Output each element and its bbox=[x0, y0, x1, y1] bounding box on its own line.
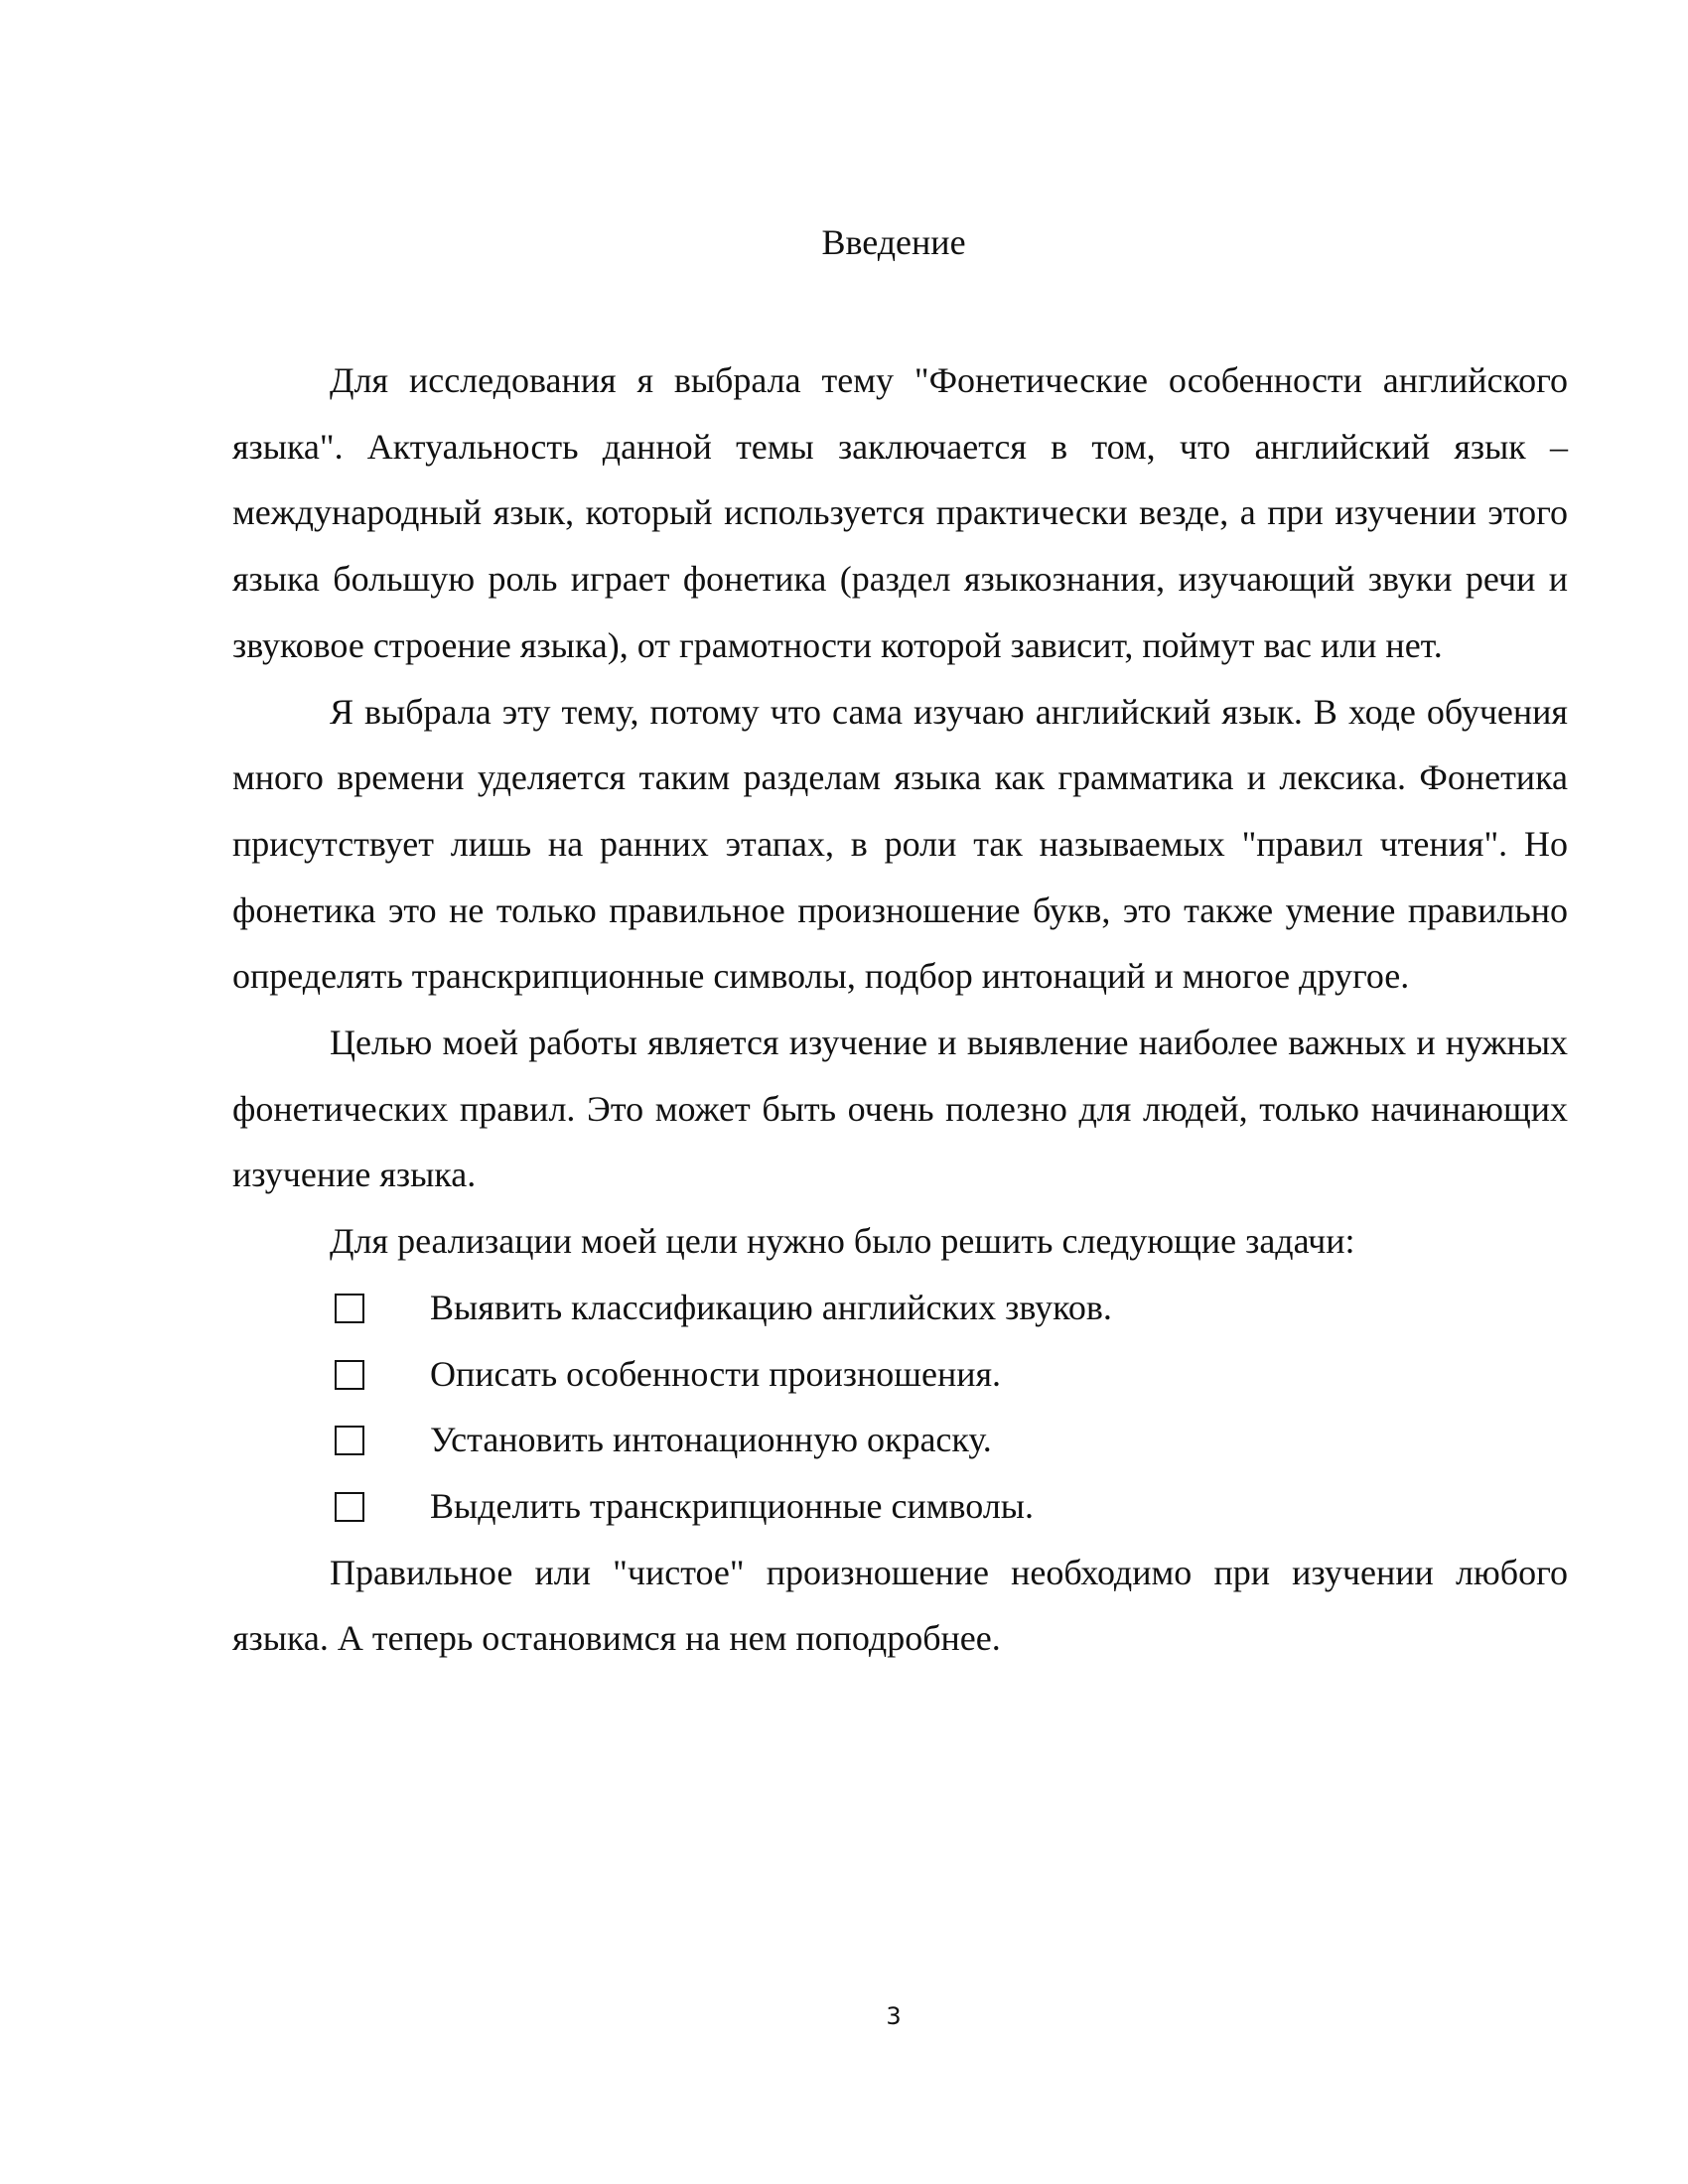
list-item bbox=[232, 1473, 1568, 1540]
page-title: Введение bbox=[821, 222, 966, 262]
paragraph-tasks-intro: Для реализации моей цели нужно было решить следующие задачи: bbox=[330, 1221, 1355, 1262]
paragraph-motivation: Я выбрала эту тему, потому что сама изучаю английский язык. В ходе обучения много времени уделяется таким разделам языка как грамматика и лексика. Фонетика присутствует лишь на ранних этапах, в роли так называемых "правил чтения". Но фонетика это не только правильное произношение букв, это также умение правильно определять транскрипционные символы, подбор интонаций и многое другое. bbox=[232, 691, 1568, 997]
page-number: 3 bbox=[886, 2002, 902, 2030]
task-label: Описать особенности произношения. bbox=[430, 1353, 1002, 1394]
checkbox-bullet-icon bbox=[335, 1492, 364, 1522]
list-item bbox=[232, 1407, 1568, 1473]
paragraph-goal: Целью моей работы является изучение и выявление наиболее важных и нужных фонетических правил. Это может быть очень полезно для людей, только начинающих изучение языка. bbox=[232, 1023, 1568, 1195]
document-body bbox=[232, 347, 1568, 1672]
paragraph-topic: Для исследования я выбрала тему "Фонетические особенности английского языка". Актуальность данной темы заключается в том, что английский язык – международный язык, который используется практически везде, а при изучении этого языка большую роль играет фонетика (раздел языкознания, изучающий звуки речи и звуковое строение языка), от грамотности которой зависит, поймут вас или нет. bbox=[232, 360, 1568, 665]
list-item bbox=[232, 1341, 1568, 1408]
checkbox-bullet-icon bbox=[335, 1426, 364, 1455]
list-item bbox=[232, 1275, 1568, 1341]
checkbox-bullet-icon bbox=[335, 1294, 364, 1323]
task-label: Выявить классификацию английских звуков. bbox=[430, 1287, 1112, 1327]
task-label: Установить интонационную окраску. bbox=[430, 1420, 992, 1460]
paragraph-conclusion: Правильное или "чистое" произношение необходимо при изучении любого языка. А теперь остановимся на нем поподробнее. bbox=[232, 1552, 1568, 1659]
checkbox-bullet-icon bbox=[335, 1360, 364, 1390]
task-label: Выделить транскрипционные символы. bbox=[430, 1485, 1034, 1526]
